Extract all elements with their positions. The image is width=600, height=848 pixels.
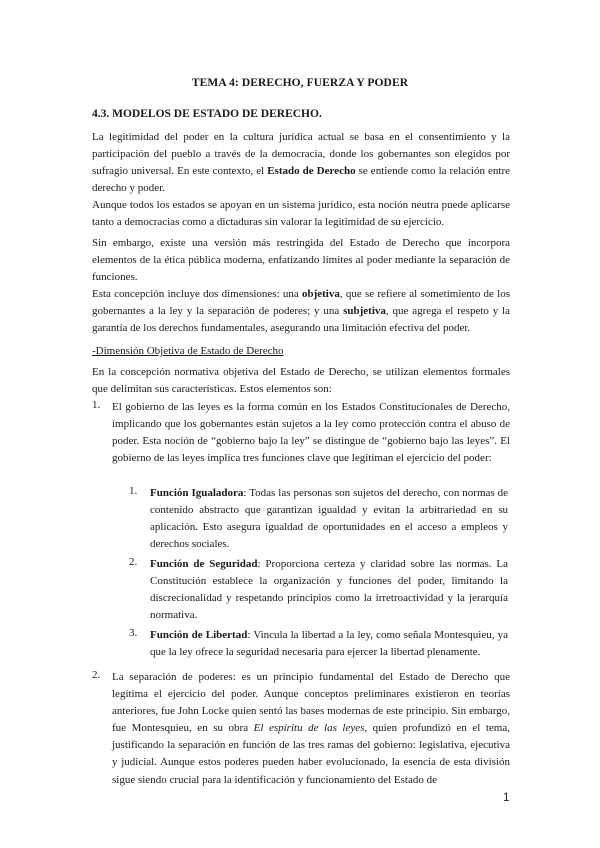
list-item-government-of-laws: El gobierno de las leyes es la forma común en los Estados Constitucionales de Derecho, implicando que los gobernantes están sujetos a la ley como protección contra el abuso de poder. Esta noción de “gobierno bajo la ley” se distingue de “gobierno bajo las leyes”. El gobierno de las leyes implica tres funciones clave que legitiman el ejercicio del poder:	[112, 401, 510, 465]
paragraph-legitimacy	[92, 129, 510, 232]
section-heading: 4.3. MODELOS DE ESTADO DE DERECHO.	[92, 108, 322, 120]
sub-list-number: 3.	[129, 627, 138, 639]
sub-list-number: 2.	[129, 556, 138, 568]
paragraph-text: , que agrega el respeto y la garantía de los derechos fundamentales, asegurando una limitación efectiva del poder.	[92, 305, 510, 335]
sub-item-label: Función de Seguridad	[150, 558, 258, 570]
sub-item-equalizing-function	[150, 485, 508, 553]
paragraph-restricted-version	[92, 235, 510, 338]
paragraph-text: Esta concepción incluye dos dimensiones: una	[92, 288, 302, 301]
subheading-objective-dimension: -Dimensión Objetiva de Estado de Derecho	[92, 345, 284, 357]
list-number: 1.	[92, 399, 101, 411]
sub-item-label: Función Igualadora	[150, 487, 244, 499]
page-number: 1	[503, 792, 510, 804]
sub-item-text: : Todas las personas son sujetos del derecho, con normas de contenido abstracto que garantizan igualdad y evitan la arbitrariedad en su aplicación. Esto asegura igualdad de oportunidades en el acceso a empleos y derechos sociales.	[150, 487, 509, 551]
list-item-separation-of-powers	[112, 669, 510, 789]
sub-list-number: 1.	[129, 485, 138, 497]
sub-item-liberty-function	[150, 627, 508, 661]
sub-item-text: : Proporciona certeza y claridad sobre las normas. La Constitución establece la organización y funciones del poder, limitando la discrecionalidad y respetando principios como la irretroactividad y la jerarquía normativa.	[150, 558, 508, 622]
bold-term: objetiva	[301, 288, 340, 301]
sub-item-label: Función de Libertad	[150, 629, 248, 641]
sub-item-security-function	[150, 556, 508, 624]
paragraph-text: La separación de poderes: es un principio fundamental del Estado de Derecho que legitima el ejercicio del poder. Aunque conceptos preliminares existieron en teorías anteriores, fue John Locke quien sentó las bases modernas de este principio. Sin embargo, fue Montesquieu, en su obra	[112, 671, 510, 735]
paragraph-text: , quien profundizó en el tema, justificando la separación en función de las tres ramas del gobierno: legislativa, ejecutiva y judicial. Aunque estos poderes pueden haber evolucionado, la esencia de esta división sigue siendo crucial para la identificación y funcionamiento del Estado de	[112, 722, 510, 786]
paragraph-text: se entiende como la relación entre derecho y poder.	[92, 165, 510, 195]
italic-title: El espíritu de las leyes	[253, 722, 365, 735]
paragraph-text: , que se refiere al sometimiento de los gobernantes a la ley y la separación de poderes; y una	[92, 288, 510, 318]
paragraph-text: Aunque todos los estados se apoyan en un sistema jurídico, esta noción neutra puede aplicarse tanto a democracias como a dictaduras sin valorar la legitimidad de su ejercicio.	[92, 199, 510, 229]
sub-item-text: : Vincula la libertad a la ley, como señala Montesquieu, ya que la ley ofrece la seguridad necesaria para ejercer la libertad plenamente.	[150, 629, 508, 659]
paragraph-normative-conception: En la concepción normativa objetiva del Estado de Derecho, se utilizan elementos formales que delimitan sus características. Estos elementos son:	[92, 366, 510, 396]
bold-term: Estado de Derecho	[267, 165, 356, 178]
paragraph-text: La legitimidad del poder en la cultura jurídica actual se basa en el consentimiento y la participación del pueblo a través de la democracia, donde los gobernantes son elegidos por sufragio universal. En este contexto, el	[92, 131, 510, 178]
list-number: 2.	[92, 669, 101, 681]
document-title: TEMA 4: DERECHO, FUERZA Y PODER	[191, 77, 409, 89]
paragraph-text: Sin embargo, existe una versión más restringida del Estado de Derecho que incorpora elementos de la ética pública moderna, enfatizando límites al poder mediante la separación de funciones.	[92, 237, 510, 284]
bold-term: subjetiva	[343, 305, 386, 318]
